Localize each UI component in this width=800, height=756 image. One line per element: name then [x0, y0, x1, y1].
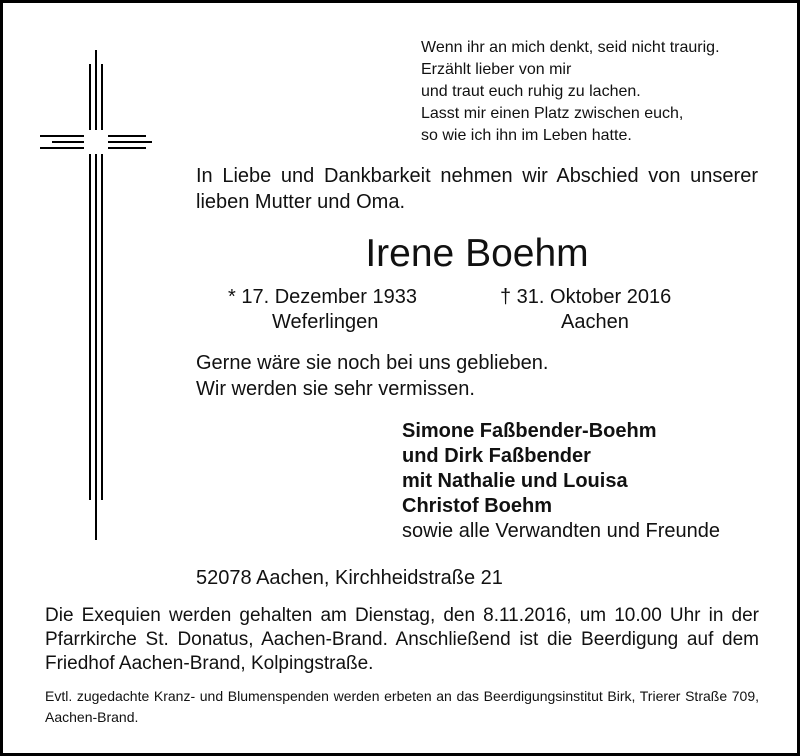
mourners-list	[402, 419, 720, 544]
memorial-poem	[421, 37, 720, 147]
poem-line: Lasst mir einen Platz zwischen euch,	[421, 105, 684, 122]
poem-line: Wenn ihr an mich denkt, seid nicht traurig.	[421, 39, 720, 56]
funeral-service-info: Die Exequien werden gehalten am Dienstag, den 8.11.2016, um 10.00 Uhr in der Pfarrkirche St. Donatus, Aachen-Brand. Anschließend ist die Beerdigung auf dem Friedhof Aachen-Brand, Kolpingstraße.	[45, 605, 759, 674]
birth-date: * 17. Dezember 1933	[228, 286, 418, 308]
mourner-name: mit Nathalie und Louisa	[402, 470, 628, 492]
deceased-name: Irene Boehm	[365, 232, 589, 275]
phrase-line: Gerne wäre sie noch bei uns geblieben.	[196, 352, 549, 374]
mourners-closing: sowie alle Verwandten und Freunde	[402, 520, 720, 542]
death-date: † 31. Oktober 2016	[500, 286, 672, 308]
poem-line: und traut euch ruhig zu lachen.	[421, 83, 641, 100]
birth-info	[228, 285, 417, 335]
mourner-name: Christof Boehm	[402, 495, 552, 517]
mourner-name: und Dirk Faßbender	[402, 445, 591, 467]
death-info	[500, 285, 671, 335]
farewell-intro: In Liebe und Dankbarkeit nehmen wir Abschied von unserer lieben Mutter und Oma.	[196, 165, 758, 213]
birth-place: Weferlingen	[272, 311, 379, 333]
death-place: Aachen	[561, 311, 629, 333]
remembrance-phrase	[196, 350, 548, 402]
cross-icon	[40, 50, 152, 540]
flower-donation-note: Evtl. zugedachte Kranz- und Blumenspenden werden erbeten an das Beerdigungsinstitut Birk, Trierer Straße 709, Aachen-Brand.	[45, 688, 759, 725]
poem-line: so wie ich ihn im Leben hatte.	[421, 127, 632, 144]
phrase-line: Wir werden sie sehr vermissen.	[196, 378, 475, 400]
mourner-name: Simone Faßbender-Boehm	[402, 420, 657, 442]
poem-line: Erzählt lieber von mir	[421, 61, 572, 78]
family-address: 52078 Aachen, Kirchheidstraße 21	[196, 567, 503, 589]
